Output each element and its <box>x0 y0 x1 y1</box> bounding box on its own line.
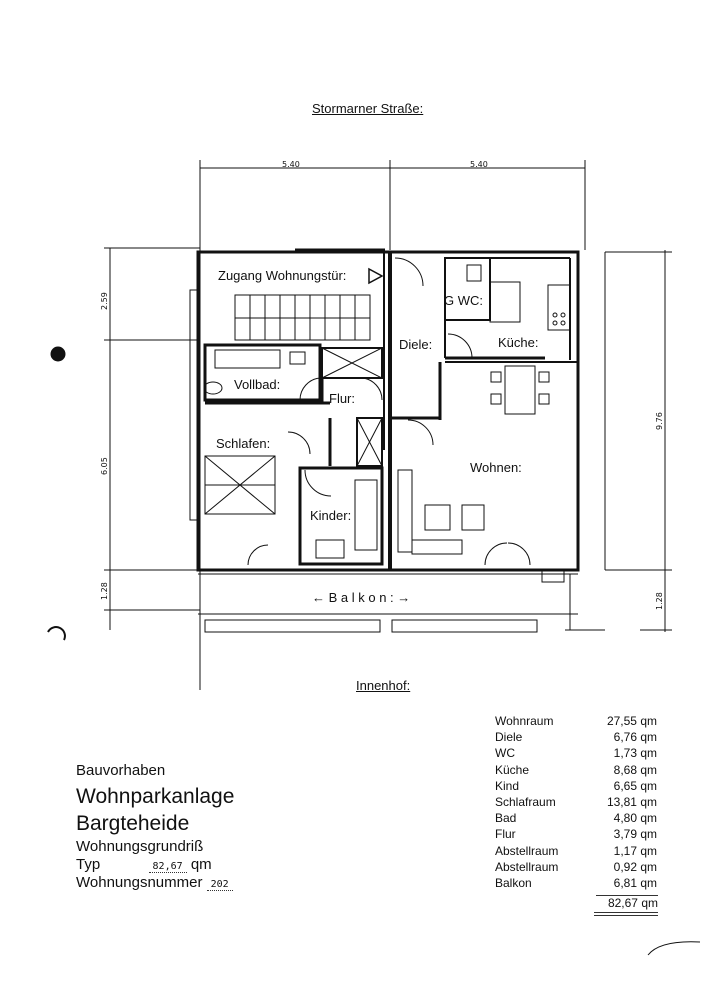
area-name: Kind <box>495 778 520 793</box>
area-row <box>495 859 657 875</box>
street-label: Stormarner Straße: <box>312 101 424 116</box>
room-living-label: Wohnen: <box>470 460 522 475</box>
room-bathroom-label: Vollbad: <box>234 377 281 392</box>
unit-value: 202 <box>207 879 233 891</box>
area-row <box>495 826 657 842</box>
area-name: Bad <box>495 811 517 826</box>
project-city: Bargteheide <box>76 812 190 835</box>
area-row <box>495 810 657 826</box>
room-guest-wc-label: G WC: <box>444 293 483 308</box>
area-value: 3,79 qm <box>613 827 657 842</box>
room-hall-label: Diele: <box>399 337 433 352</box>
area-row <box>495 875 657 891</box>
type-unit: qm <box>190 856 212 873</box>
room-corridor-label: Flur: <box>329 391 355 406</box>
type-label: Typ <box>76 856 101 873</box>
area-name: Flur <box>495 827 516 842</box>
dimension-left-middle: 6.05 <box>100 457 109 475</box>
area-row <box>495 729 657 745</box>
room-kitchen-label: Küche: <box>498 335 539 350</box>
area-value: 6,81 qm <box>613 875 657 890</box>
type-line <box>76 856 212 873</box>
dimension-left-bottom: 1.28 <box>100 582 109 600</box>
project-name: Wohnparkanlage <box>76 785 235 808</box>
area-value: 8,68 qm <box>613 762 657 777</box>
unit-label: Wohnungsnummer <box>76 874 203 891</box>
dimension-left-top: 2.59 <box>100 292 109 310</box>
room-bedroom-label: Schlafen: <box>216 436 271 451</box>
total-underline <box>594 912 658 916</box>
area-value: 6,65 qm <box>613 778 657 793</box>
area-value: 4,80 qm <box>613 811 657 826</box>
area-row <box>495 843 657 859</box>
project-label: Bauvorhaben <box>76 762 166 779</box>
dimension-top-left: 5.40 <box>282 160 300 169</box>
area-value: 13,81 qm <box>606 795 657 810</box>
area-row <box>495 778 657 794</box>
plan-type: Wohnungsgrundriß <box>76 838 204 855</box>
area-name: Diele <box>495 730 523 745</box>
dimension-right-bottom: 1.28 <box>655 592 664 610</box>
area-value: 0,92 qm <box>613 859 657 874</box>
area-row <box>495 713 657 729</box>
area-row <box>495 794 657 810</box>
room-child-label: Kinder: <box>310 508 352 523</box>
area-value: 1,17 qm <box>613 843 657 858</box>
area-value: 1,73 qm <box>613 746 657 761</box>
room-balcony-label: ← B a l k o n : → <box>312 590 411 605</box>
area-value: 27,55 qm <box>606 714 657 729</box>
area-name: Balkon <box>495 875 532 890</box>
area-value: 6,76 qm <box>613 730 657 745</box>
area-row <box>495 762 657 778</box>
area-name: Wohnraum <box>495 714 554 729</box>
unit-line <box>76 874 233 891</box>
area-name: Küche <box>495 762 530 777</box>
dimension-right-middle: 9.76 <box>655 412 664 430</box>
dimension-top-right: 5.40 <box>470 160 488 169</box>
total-area: 82,67 qm <box>596 895 658 910</box>
area-name: Abstellraum <box>495 843 559 858</box>
area-table <box>495 713 657 891</box>
area-name: Abstellraum <box>495 859 559 874</box>
courtyard-label: Innenhof: <box>356 678 411 693</box>
area-name: Schlafraum <box>495 795 556 810</box>
area-row <box>495 745 657 761</box>
room-entrance-label: Zugang Wohnungstür: <box>218 268 347 283</box>
area-name: WC <box>495 746 515 761</box>
type-value: 82,67 <box>149 861 187 873</box>
